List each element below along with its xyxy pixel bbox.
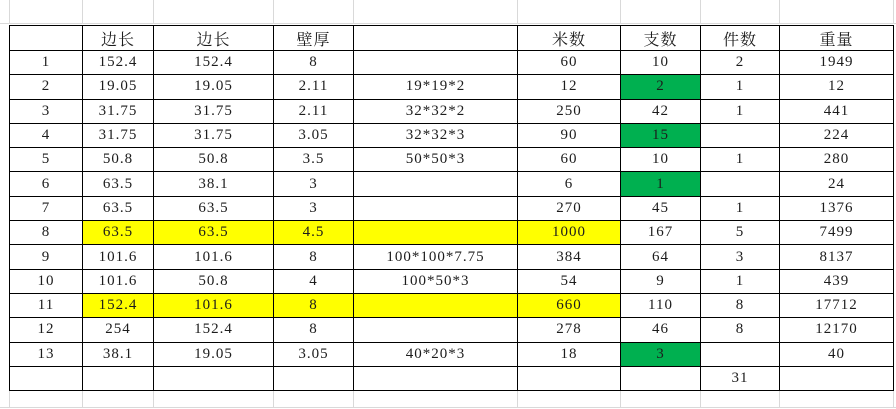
cell-r1-c6[interactable]: 10	[621, 51, 701, 75]
gridline	[779, 0, 780, 23]
cell-r12-c2[interactable]: 152.4	[154, 318, 274, 342]
header-side-length-1[interactable]: 边长	[83, 26, 154, 51]
cell-r10-c5[interactable]: 54	[518, 269, 621, 293]
header-spec[interactable]	[354, 26, 518, 51]
gridline	[9, 0, 10, 23]
gridline	[893, 390, 894, 407]
cell-r14-c0[interactable]	[10, 366, 83, 390]
gridline	[82, 0, 83, 23]
cell-r9-c4[interactable]: 100*100*7.75	[354, 245, 518, 269]
cell-r11-c8[interactable]: 17712	[780, 293, 894, 317]
cell-r13-c2[interactable]: 19.05	[154, 342, 274, 366]
gridline	[9, 390, 10, 407]
cell-r13-c7[interactable]	[701, 342, 780, 366]
cell-r2-c3[interactable]: 2.11	[274, 75, 354, 99]
cell-r11-c0[interactable]: 11	[10, 293, 83, 317]
cell-r9-c5[interactable]: 384	[518, 245, 621, 269]
header-wall-thickness[interactable]: 壁厚	[274, 26, 354, 51]
cell-r4-c7[interactable]	[701, 123, 780, 147]
table-row	[10, 99, 894, 123]
header-meters[interactable]: 米数	[518, 26, 621, 51]
cell-r6-c0[interactable]: 6	[10, 172, 83, 196]
cell-r8-c4[interactable]	[354, 221, 518, 245]
table-row	[10, 366, 894, 390]
table-row	[10, 75, 894, 99]
cell-r2-c0[interactable]: 2	[10, 75, 83, 99]
cell-r10-c0[interactable]: 10	[10, 269, 83, 293]
table-row	[10, 293, 894, 317]
cell-r6-c7[interactable]	[701, 172, 780, 196]
cell-r4-c8[interactable]: 224	[780, 123, 894, 147]
cell-r4-c4[interactable]: 32*32*3	[354, 123, 518, 147]
cell-r14-c3[interactable]	[274, 366, 354, 390]
cell-r3-c8[interactable]: 441	[780, 99, 894, 123]
cell-r7-c8[interactable]: 1376	[780, 196, 894, 220]
cell-r11-c1[interactable]: 152.4	[83, 293, 154, 317]
gridline	[273, 0, 274, 23]
cell-r6-c3[interactable]: 3	[274, 172, 354, 196]
cell-r7-c3[interactable]: 3	[274, 196, 354, 220]
gridline	[893, 0, 894, 23]
cell-r6-c8[interactable]: 24	[780, 172, 894, 196]
gridline	[153, 390, 154, 407]
cell-r6-c6[interactable]: 1	[621, 172, 701, 196]
cell-r8-c5[interactable]: 1000	[518, 221, 621, 245]
cell-r10-c3[interactable]: 4	[274, 269, 354, 293]
cell-r3-c3[interactable]: 2.11	[274, 99, 354, 123]
header-row	[10, 26, 894, 51]
gridline	[517, 0, 518, 23]
cell-r1-c3[interactable]: 8	[274, 51, 354, 75]
cell-r2-c5[interactable]: 12	[518, 75, 621, 99]
cell-r14-c4[interactable]	[354, 366, 518, 390]
header-piece-count[interactable]: 支数	[621, 26, 701, 51]
cell-r13-c4[interactable]: 40*20*3	[354, 342, 518, 366]
cell-r11-c5[interactable]: 660	[518, 293, 621, 317]
cell-r8-c2[interactable]: 63.5	[154, 221, 274, 245]
cell-r10-c1[interactable]: 101.6	[83, 269, 154, 293]
cell-r9-c8[interactable]: 8137	[780, 245, 894, 269]
gridline	[0, 23, 896, 24]
gridline	[700, 390, 701, 407]
cell-r7-c1[interactable]: 63.5	[83, 196, 154, 220]
cell-r3-c1[interactable]: 31.75	[83, 99, 154, 123]
header-side-length-2[interactable]: 边长	[154, 26, 274, 51]
header-weight[interactable]: 重量	[780, 26, 894, 51]
cell-r3-c7[interactable]: 1	[701, 99, 780, 123]
cell-r3-c6[interactable]: 42	[621, 99, 701, 123]
cell-r5-c8[interactable]: 280	[780, 148, 894, 172]
cell-r9-c2[interactable]: 101.6	[154, 245, 274, 269]
cell-r9-c0[interactable]: 9	[10, 245, 83, 269]
cell-r4-c3[interactable]: 3.05	[274, 123, 354, 147]
cell-r9-c1[interactable]: 101.6	[83, 245, 154, 269]
table-row	[10, 123, 894, 147]
cell-r4-c5[interactable]: 90	[518, 123, 621, 147]
cell-r13-c1[interactable]: 38.1	[83, 342, 154, 366]
cell-r6-c5[interactable]: 6	[518, 172, 621, 196]
cell-r7-c6[interactable]: 45	[621, 196, 701, 220]
data-table	[9, 25, 894, 391]
cell-r13-c3[interactable]: 3.05	[274, 342, 354, 366]
header-row-number[interactable]	[10, 26, 83, 51]
cell-r14-c8[interactable]	[780, 366, 894, 390]
cell-r12-c5[interactable]: 278	[518, 318, 621, 342]
cell-r5-c3[interactable]: 3.5	[274, 148, 354, 172]
cell-r1-c7[interactable]: 2	[701, 51, 780, 75]
cell-r6-c4[interactable]	[354, 172, 518, 196]
cell-r2-c6[interactable]: 2	[621, 75, 701, 99]
cell-r14-c6[interactable]	[621, 366, 701, 390]
cell-r4-c0[interactable]: 4	[10, 123, 83, 147]
cell-r7-c5[interactable]: 270	[518, 196, 621, 220]
gridline	[82, 390, 83, 407]
cell-r2-c8[interactable]: 12	[780, 75, 894, 99]
gridline	[0, 407, 896, 408]
cell-r8-c1[interactable]: 63.5	[83, 221, 154, 245]
cell-r3-c2[interactable]: 31.75	[154, 99, 274, 123]
cell-r1-c2[interactable]: 152.4	[154, 51, 274, 75]
gridline	[353, 0, 354, 23]
gridline	[620, 390, 621, 407]
table-row	[10, 148, 894, 172]
cell-r5-c5[interactable]: 60	[518, 148, 621, 172]
cell-r3-c4[interactable]: 32*32*2	[354, 99, 518, 123]
cell-r7-c0[interactable]: 7	[10, 196, 83, 220]
cell-r7-c2[interactable]: 63.5	[154, 196, 274, 220]
cell-r14-c5[interactable]	[518, 366, 621, 390]
gridline	[779, 390, 780, 407]
cell-r10-c4[interactable]: 100*50*3	[354, 269, 518, 293]
cell-r5-c0[interactable]: 5	[10, 148, 83, 172]
cell-r8-c7[interactable]: 5	[701, 221, 780, 245]
cell-r12-c3[interactable]: 8	[274, 318, 354, 342]
cell-r8-c0[interactable]: 8	[10, 221, 83, 245]
cell-r12-c1[interactable]: 254	[83, 318, 154, 342]
cell-r11-c3[interactable]: 8	[274, 293, 354, 317]
cell-r5-c4[interactable]: 50*50*3	[354, 148, 518, 172]
cell-r9-c3[interactable]: 8	[274, 245, 354, 269]
cell-r9-c6[interactable]: 64	[621, 245, 701, 269]
cell-r2-c2[interactable]: 19.05	[154, 75, 274, 99]
cell-r13-c6[interactable]: 3	[621, 342, 701, 366]
table-row	[10, 51, 894, 75]
cell-r4-c2[interactable]: 31.75	[154, 123, 274, 147]
cell-r9-c7[interactable]: 3	[701, 245, 780, 269]
cell-r5-c2[interactable]: 50.8	[154, 148, 274, 172]
table-row	[10, 269, 894, 293]
cell-r6-c1[interactable]: 63.5	[83, 172, 154, 196]
cell-r5-c7[interactable]: 1	[701, 148, 780, 172]
cell-r2-c1[interactable]: 19.05	[83, 75, 154, 99]
cell-r10-c8[interactable]: 439	[780, 269, 894, 293]
cell-r14-c2[interactable]	[154, 366, 274, 390]
cell-r10-c7[interactable]: 1	[701, 269, 780, 293]
gridline	[517, 390, 518, 407]
cell-r5-c1[interactable]: 50.8	[83, 148, 154, 172]
gridline	[153, 0, 154, 23]
cell-r7-c7[interactable]: 1	[701, 196, 780, 220]
cell-r3-c0[interactable]: 3	[10, 99, 83, 123]
cell-r12-c6[interactable]: 46	[621, 318, 701, 342]
gridline	[273, 390, 274, 407]
table-row	[10, 221, 894, 245]
cell-r8-c3[interactable]: 4.5	[274, 221, 354, 245]
cell-r12-c7[interactable]: 8	[701, 318, 780, 342]
cell-r13-c5[interactable]: 18	[518, 342, 621, 366]
cell-r8-c8[interactable]: 7499	[780, 221, 894, 245]
gridline	[620, 0, 621, 23]
cell-r2-c7[interactable]: 1	[701, 75, 780, 99]
cell-r6-c2[interactable]: 38.1	[154, 172, 274, 196]
cell-r4-c6[interactable]: 15	[621, 123, 701, 147]
cell-r13-c0[interactable]: 13	[10, 342, 83, 366]
cell-r2-c4[interactable]: 19*19*2	[354, 75, 518, 99]
cell-r10-c2[interactable]: 50.8	[154, 269, 274, 293]
cell-r14-c7[interactable]: 31	[701, 366, 780, 390]
cell-r1-c8[interactable]: 1949	[780, 51, 894, 75]
table-row	[10, 196, 894, 220]
table-row	[10, 172, 894, 196]
cell-r11-c2[interactable]: 101.6	[154, 293, 274, 317]
cell-r12-c0[interactable]: 12	[10, 318, 83, 342]
cell-r1-c5[interactable]: 60	[518, 51, 621, 75]
cell-r11-c7[interactable]: 8	[701, 293, 780, 317]
cell-r14-c1[interactable]	[83, 366, 154, 390]
cell-r12-c4[interactable]	[354, 318, 518, 342]
cell-r3-c5[interactable]: 250	[518, 99, 621, 123]
cell-r4-c1[interactable]: 31.75	[83, 123, 154, 147]
cell-r11-c6[interactable]: 110	[621, 293, 701, 317]
table-row	[10, 245, 894, 269]
cell-r5-c6[interactable]: 10	[621, 148, 701, 172]
cell-r1-c0[interactable]: 1	[10, 51, 83, 75]
cell-r11-c4[interactable]	[354, 293, 518, 317]
cell-r12-c8[interactable]: 12170	[780, 318, 894, 342]
table-row	[10, 342, 894, 366]
cell-r10-c6[interactable]: 9	[621, 269, 701, 293]
gridline	[700, 0, 701, 23]
table-row	[10, 318, 894, 342]
header-item-count[interactable]: 件数	[701, 26, 780, 51]
cell-r1-c4[interactable]	[354, 51, 518, 75]
cell-r1-c1[interactable]: 152.4	[83, 51, 154, 75]
cell-r8-c6[interactable]: 167	[621, 221, 701, 245]
cell-r13-c8[interactable]: 40	[780, 342, 894, 366]
cell-r7-c4[interactable]	[354, 196, 518, 220]
gridline	[353, 390, 354, 407]
